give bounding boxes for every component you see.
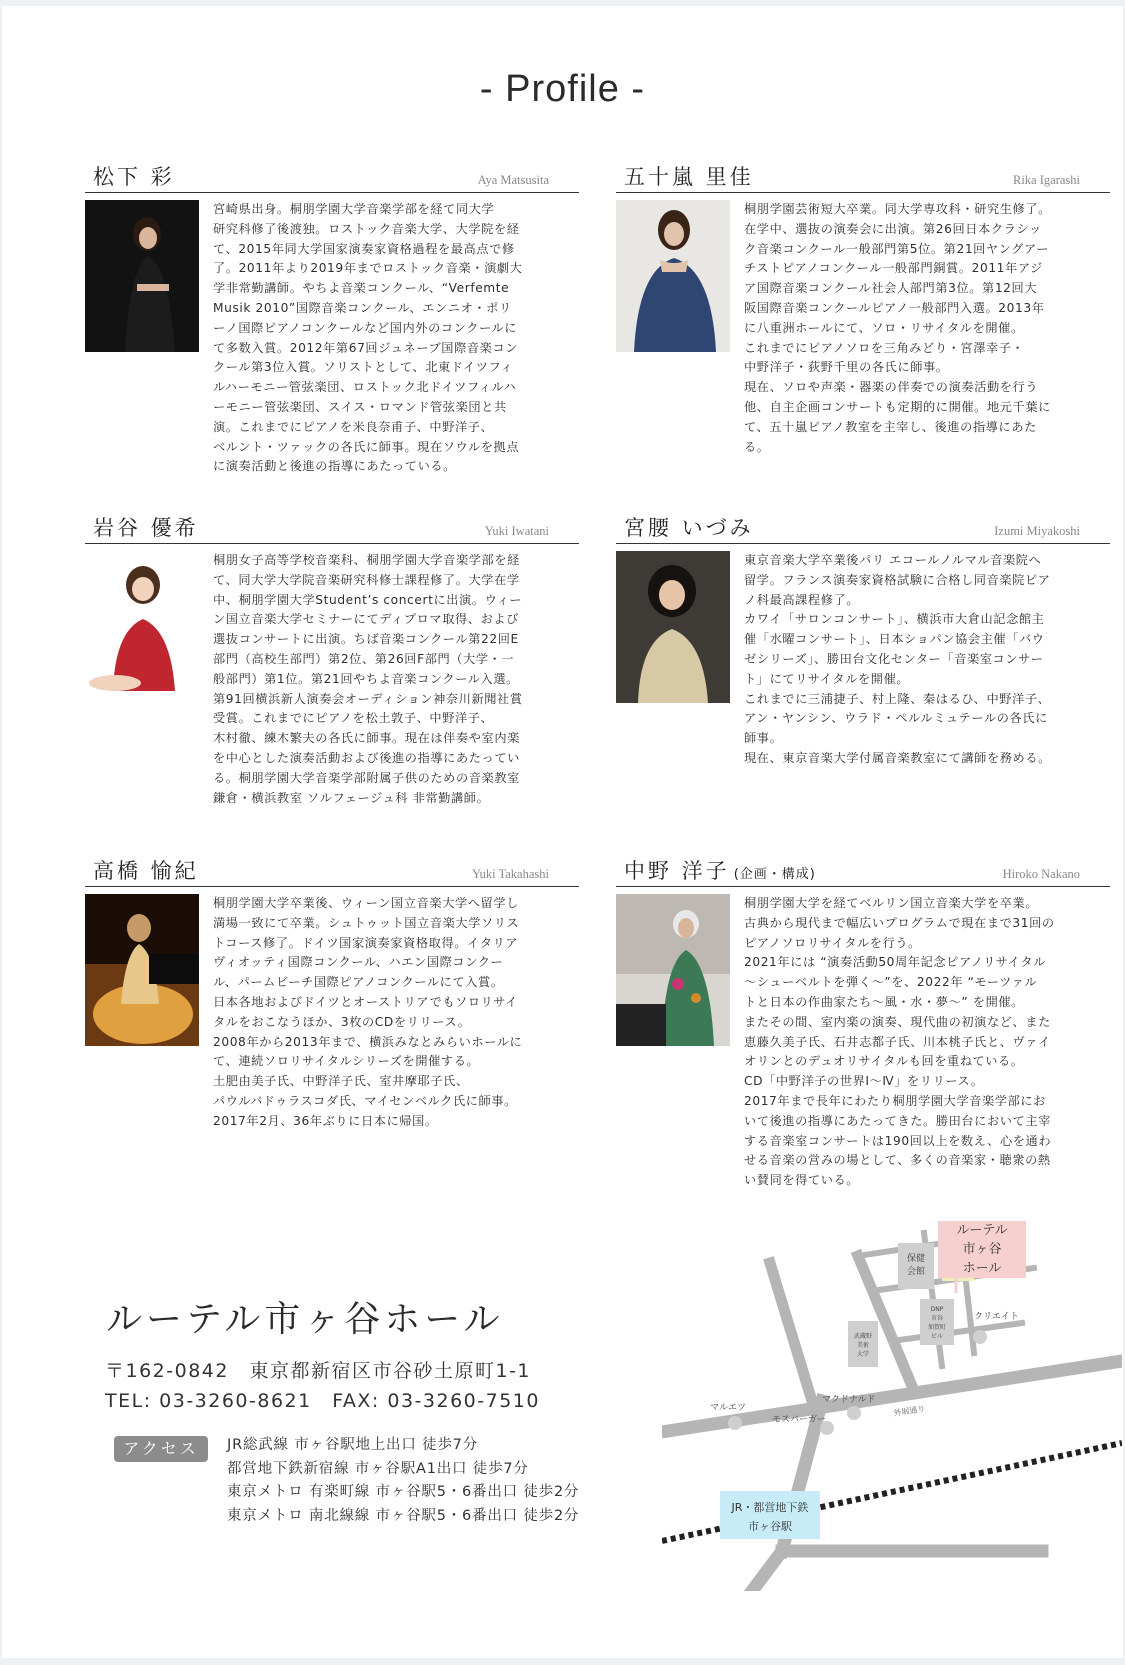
profile-header [616,860,1110,887]
profile-name-en: Aya Matsusita [477,173,549,187]
profile-header [85,517,579,544]
profile-card [616,517,1110,817]
access-badge: アクセス [114,1436,208,1462]
station-callout [720,1491,820,1539]
venue-tel-fax: TEL: 03-3260-8621 FAX: 03-3260-7510 [105,1390,540,1412]
profile-name-jp: 宮腰 いづみ [624,516,754,540]
map-label: マルエツ [710,1403,747,1413]
map-label: 武蔵野 [853,1333,873,1340]
profile-photo [85,551,199,703]
profile-name-en: Izumi Miyakoshi [994,524,1080,538]
venue-name: ルーテル市ヶ谷ホール [106,1299,504,1340]
profile-name-jp: 中野 洋子 (企画・構成) [624,859,816,883]
profile-name-en: Rika Igarashi [1013,173,1080,187]
profile-card [616,166,1110,486]
map-label: DNP [930,1306,944,1313]
flyer-page [2,6,1123,1658]
profile-card [616,860,1110,1220]
profile-name-en: Yuki Iwatani [484,524,549,538]
map-label: 保健 [906,1254,926,1264]
map-label: クリエイト [974,1312,1019,1322]
profile-name-jp: 松下 彩 [93,165,175,189]
access-item: 東京メトロ 南北線線 市ヶ谷駅5・6番出口 徒歩2分 [227,1507,580,1524]
profile-bio: 桐朋学園大学卒業後、ウィーン国立音楽大学へ留学し 満場一致にて卒業。シュトゥット国立音楽大学ソリス トコース修了。ドイツ国家演奏家資格取得。イタリア ヴィオッティ国際コンクール、ハエン国際コンクー ル、パームビーチ国際ピアノコンクールにて入賞。 日本各地およびドイツとオーストリアでもソロリサイ タルをおこなうほか、3枚のCDをリリース。 2008年から2013年まで、横浜みなとみらいホールに て、連続ソロリサイタルシリーズを開催する。 土肥由美子氏、中野洋子氏、室井摩耶子氏、 パウルバドゥラスコダ氏、マイセンベルク氏に師事。 2017年2月、36年ぶりに日本に帰国。 [213,896,523,1128]
profile-card [85,517,579,817]
profile-photo [85,200,199,352]
access-item: 東京メトロ 有楽町線 市ヶ谷駅5・6番出口 徒歩2分 [227,1484,580,1500]
creat-marker [973,1330,987,1344]
access-map [662,1221,1122,1591]
profile-name-jp: 岩谷 優希 [93,516,199,540]
profile-photo [85,894,199,1046]
profile-name-jp: 五十嵐 里佳 [624,165,754,189]
profile-header [85,166,579,193]
map-hall-label: 市ヶ谷 [962,1242,1002,1257]
map-label: 美術 [856,1342,870,1349]
profile-name-en: Yuki Takahashi [471,867,549,881]
profile-role: (企画・構成) [733,867,816,882]
profile-header [85,860,579,887]
profile-header [616,166,1110,193]
dnp-building [920,1299,954,1345]
map-label: 市谷 [930,1315,944,1322]
road-label: 外堀通り [892,1404,926,1418]
map-station-label: 市ヶ谷駅 [748,1520,792,1533]
profile-bio: 桐朋女子高等学校音楽科、桐朋学園大学音楽学部を経 て、同大学大学院音楽研究科修士課程修了。大学在学 中、桐朋学園大学Student’s concertに出演。ウィー ン国立音楽大学セミナーにてディプロマ取得、および 選抜コンサートに出演。ちば音楽コンクール第22回E 部門（高校生部門）第2位、第26回F部門（大学・一 般部門）第1位。第21回やちよ音楽コンクール入選。 第91回横浜新人演奏会オーディション神奈川新聞社賞 受賞。これまでにピアノを松土敦子、中野洋子、 木村徹、練木繁夫の各氏に師事。現在は伴奏や室内楽 を中心とした演奏活動および後進の指導にあたってい る。桐朋学園大学音楽学部附属子供のための音楽教室 鎌倉・横浜教室 ソルフェージュ科 非常勤講師。 [213,553,523,805]
access-item: 都営地下鉄新宿線 市ヶ谷駅A1出口 徒歩7分 [227,1460,529,1477]
profile-bio: 桐朋学園芸術短大卒業。同大学専攻科・研究生修了。 在学中、選抜の演奏会に出演。第26回日本クラシッ ク音楽コンクール一般部門第5位。第21回ヤングアー チストピアノコンクール一般部門銅賞。2011年アジ ア国際音楽コンクール社会人部門第3位。第12回大 阪国際音楽コンクールピアノ一般部門入選。2013年 に八重洲ホールにて、ソロ・リサイタルを開催。 これまでにピアノソロを三角みどり・宮澤幸子・ 中野洋子・荻野千里の各氏に師事。 現在、ソロや声楽・器楽の伴奏での演奏活動を行う 他、自主企画コンサートも定期的に開催。地元千葉に て、五十嵐ピアノ教室を主宰し、後進の指導にあた る。 [744,202,1051,454]
profile-bio: 桐朋学園大学を経てベルリン国立音楽大学を卒業。 古典から現代まで幅広いプログラムで現在まで31回の ピアノソロリサイタルを行う。 2021年には “演奏活動50周年記念ピアノリサイタル 〜シューベルトを弾く〜”を、2022年 “モーツァル トと日本の作曲家たち〜風・水・夢〜” を開催。 またその間、室内楽の演奏、現代曲の初演など、また 恵藤久美子氏、石井志都子氏、川本桃子氏と、ヴァイ オリンとのデュオリサイタルも回を重ねている。 CD「中野洋子の世界Ⅰ〜Ⅳ」をリリース。 2017年まで長年にわたり桐朋学園大学音楽学部にお いて後進の指導にあたってきた。勝田台において主宰 する音楽室コンサートは190回以上を数え、心を通わ せる音楽の営みの場として、多くの音楽家・聴衆の熱 い賛同を得ている。 [744,896,1055,1188]
venue-address: 〒162-0842 東京都新宿区市谷砂土原町1-1 [105,1360,532,1382]
profile-name-jp: 高橋 愉紀 [93,859,199,883]
profile-name-en: Hiroko Nakano [1002,867,1080,881]
access-item: JR総武線 市ヶ谷駅地上出口 徒歩7分 [227,1437,478,1453]
profile-header [616,517,1110,544]
map-label: モスバーガー [772,1415,826,1425]
map-hall-label: ホール [962,1261,1002,1276]
profile-photo [616,200,730,352]
profile-card [85,860,579,1160]
maruetsu-marker [728,1416,742,1430]
hokenkaikan-building [898,1243,934,1289]
map-label: 会館 [906,1267,926,1277]
profile-photo [616,894,730,1046]
map-label: 大学 [856,1351,870,1358]
map-label: マクドナルド [822,1395,876,1405]
mcd-marker [847,1406,861,1420]
musashino-building [848,1321,878,1367]
map-label: ビル [930,1333,944,1340]
profile-bio: 東京音楽大学卒業後パリ エコールノルマル音楽院へ 留学。フランス演奏家資格試験に合格し同音楽院ピア ノ科最高課程修了。 カワイ「サロンコンサート」、横浜市大倉山記念館主 催「水曜コンサート」、日本ショパン協会主催「バウ ゼシリーズ」、勝田台文化センター「音楽室コンサー ト」にてリサイタルを開催。 これまでに三浦捷子、村上隆、秦はるひ、中野洋子、 アン・ヤンシン、ウラド・ペルルミュテールの各氏に 師事。 現在、東京音楽大学付属音楽教室にて講師を務める。 [744,553,1051,765]
page-title: - Profile - [479,68,646,110]
profile-bio: 宮崎県出身。桐朋学園大学音楽学部を経て同大学 研究科修了後渡独。ロストック音楽大学、大学院を経 て、2015年同大学国家演奏家資格過程を最高点で修 了。2011年より2019年までロストック音楽・演劇大 学非常勤講師。やちよ音楽コンクール、“Verfemte Musik 2010”国際音楽コンクール、エンニオ・ポリ ーノ国際ピアノコンクールなど国内外のコンクールに て多数入賞。2012年第67回ジュネーブ国際音楽コン クール第3位入賞。ソリストとして、北東ドイツフィ ルハーモニー管弦楽団、ロストック北ドイツフィルハ ーモニー管弦楽団、スイス・ロマンド管弦楽団と共 演。これまでにピアノを米良奈甫子、中野洋子、 ベルント・ツァックの各氏に師事。現在ソウルを拠点 に演奏活動と後進の指導にあたっている。 [213,202,523,474]
profile-photo [616,551,730,703]
map-label: 加賀町 [927,1324,947,1331]
map-hall-label: ルーテル [956,1223,1008,1238]
profile-card [85,166,579,486]
access-list [227,1434,579,1528]
map-station-label: JR・都営地下鉄 [731,1501,809,1514]
